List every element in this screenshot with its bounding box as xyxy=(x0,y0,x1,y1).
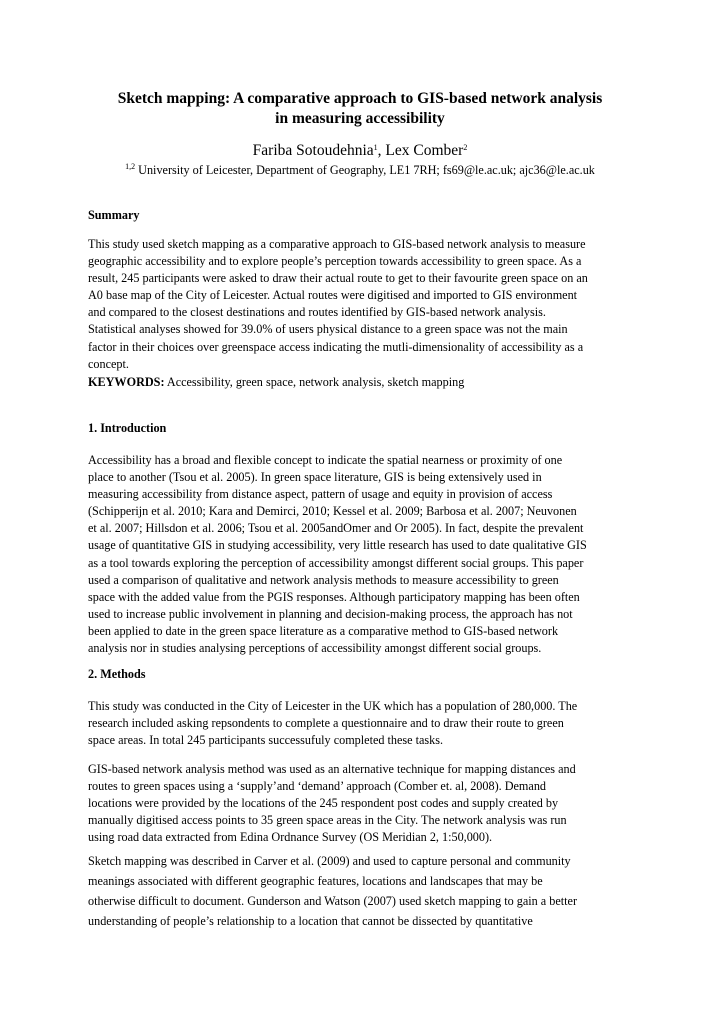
text-line: otherwise difficult to document. Gunderson and Watson (2007) used sketch mapping to gain a better xyxy=(88,894,578,908)
summary-heading: Summary xyxy=(88,208,140,222)
methods-paragraph xyxy=(88,698,633,749)
text-line: using road data extracted from Edina Ordnance Survey (OS Meridian 2, 1:50,000). xyxy=(88,830,493,845)
text-line: used a comparison of qualitative and network analysis methods to measure accessibility to green xyxy=(88,572,559,587)
text-line: This study used sketch mapping as a comparative approach to GIS-based network analysis to measure xyxy=(88,237,586,251)
keywords-text: Accessibility, green space, network analysis, sketch mapping xyxy=(164,375,465,389)
text-line: usage of quantitative GIS in studying accessibility, very little research has used to date qualitative GIS xyxy=(88,538,587,553)
text-line: (Schipperijn et al. 2010; Kara and Demirci, 2010; Kessel et al. 2009; Barbosa et al. 2007; Neuvonen xyxy=(88,504,577,519)
text-line: GIS-based network analysis method was used as an alternative technique for mapping distances and xyxy=(88,762,576,776)
text-line: research included asking repsondents to complete a questionnaire and to draw their route to green xyxy=(88,716,564,731)
text-line: space areas. In total 245 participants successufuly completed these tasks. xyxy=(88,733,444,748)
methods-paragraph xyxy=(88,851,633,931)
text-line: meanings associated with different geographic features, locations and landscapes that may be xyxy=(88,874,543,888)
text-line: used to increase public involvement in planning and decision-making process, the approach has not xyxy=(88,606,573,621)
text-line: Accessibility has a broad and flexible concept to indicate the spatial nearness or proximity of one xyxy=(88,453,563,467)
text-line: Sketch mapping was described in Carver et al. (2009) and used to capture personal and community xyxy=(88,854,571,868)
text-line: geographic accessibility and to explore people’s perception towards accessibility to green space. As a xyxy=(88,254,582,269)
text-line: A0 base map of the City of Leicester. Actual routes were digitised and imported to GIS environment xyxy=(88,288,578,303)
summary-paragraph xyxy=(88,236,633,373)
text-line: space with the added value from the PGIS responses. Although participatory mapping has been often xyxy=(88,589,580,604)
text-line: This study was conducted in the City of Leicester in the UK which has a population of 280,000. The xyxy=(88,699,578,713)
text-line: result, 245 participants were asked to draw their actual route to get to their favourite green space on an xyxy=(88,271,588,286)
text-line: manually digitised access points to 35 green space areas in the City. The network analysis was run xyxy=(88,813,567,828)
text-line: analysis nor in studies analysing perceptions of accessibility amongst different social groups. xyxy=(88,641,542,656)
affiliation-mark: 1,2 xyxy=(125,162,136,171)
text-line: concept. xyxy=(88,356,129,371)
text-line: understanding of people’s relationship to a location that cannot be dissected by quantitative xyxy=(88,914,533,928)
affiliation-text: University of Leicester, Department of Geography, LE1 7RH; fs69@le.ac.uk; ajc36@le.ac.uk xyxy=(135,163,595,177)
text-line: as a tool towards exploring the perception of accessibility amongst different social groups. This paper xyxy=(88,555,584,570)
author-name: Lex Comber xyxy=(385,142,464,159)
introduction-paragraph xyxy=(88,452,633,657)
author-list xyxy=(0,141,720,161)
text-line: factor in their choices over greenspace access indicating the mutli-dimensionality of accessibility as a xyxy=(88,339,584,354)
methods-paragraph xyxy=(88,761,633,846)
affiliation xyxy=(0,162,720,178)
text-line: locations were provided by the locations of the 245 respondent post codes and supply created by xyxy=(88,796,559,811)
section-heading-methods: 2. Methods xyxy=(88,667,146,681)
paper-title xyxy=(60,89,660,129)
keywords-label: KEYWORDS: xyxy=(88,375,165,389)
title-line: Sketch mapping: A comparative approach to GIS-based network analysis xyxy=(117,90,603,107)
title-line: in measuring accessibility xyxy=(275,110,445,127)
section-heading-introduction: 1. Introduction xyxy=(88,421,167,435)
text-line: been applied to date in the green space literature as a comparative method to GIS-based network xyxy=(88,623,559,638)
author-affiliation-mark: 1 xyxy=(373,143,378,152)
author-name: Fariba Sotoudehnia xyxy=(252,142,374,159)
author-separator: , xyxy=(377,142,386,159)
text-line: place to another (Tsou et al. 2005). In green space literature, GIS is being extensively used in xyxy=(88,470,542,485)
text-line: routes to green spaces using a ‘supply’and ‘demand’ approach (Comber et. al, 2008). Demand xyxy=(88,779,547,794)
keywords xyxy=(88,374,633,391)
text-line: measuring accessibility from distance aspect, pattern of usage and equity in provision of access xyxy=(88,487,553,502)
text-line: Statistical analyses showed for 39.0% of users physical distance to a green space was not the main xyxy=(88,322,568,337)
text-line: and compared to the closest destinations and routes identified by GIS-based network analysis. xyxy=(88,305,546,320)
author-affiliation-mark: 2 xyxy=(463,143,468,152)
text-line: et al. 2007; Hillsdon et al. 2006; Tsou et al. 2005andOmer and Or 2005). In fact, despite the prevalent xyxy=(88,521,584,536)
